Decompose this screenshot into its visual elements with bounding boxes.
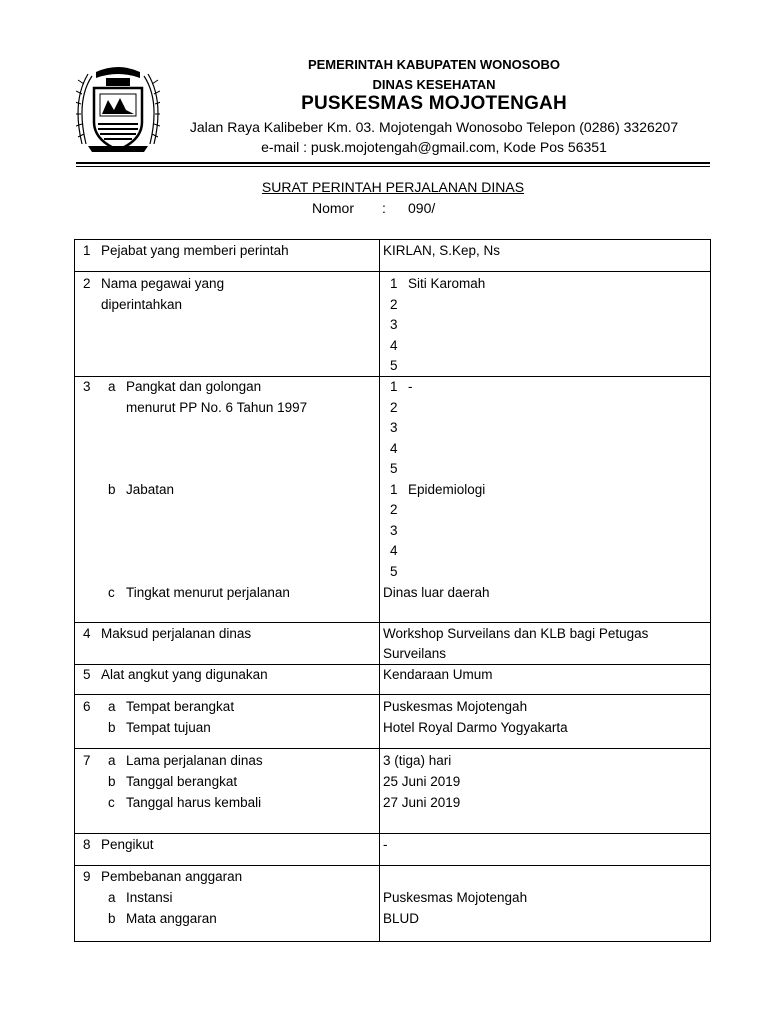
row-letter: b xyxy=(108,482,116,497)
list-item-value: Siti Karomah xyxy=(408,276,486,291)
header-address: Jalan Raya Kalibeber Km. 03. Mojotengah Wonosobo Telepon (0286) 3326207 xyxy=(189,119,679,135)
list-item-number: 5 xyxy=(390,564,398,579)
row-letter: b xyxy=(108,774,116,789)
list-item-number: 1 xyxy=(390,276,398,291)
row-divider xyxy=(74,748,711,749)
row-value: Surveilans xyxy=(383,646,447,661)
row-label: Mata anggaran xyxy=(126,911,217,926)
header-contact: e-mail : pusk.mojotengah@gmail.com, Kode Pos 56351 xyxy=(261,139,607,155)
document-title: SURAT PERINTAH PERJALANAN DINAS xyxy=(261,179,525,195)
row-letter: c xyxy=(108,795,115,810)
row-number: 3 xyxy=(83,379,91,394)
row-number: 2 xyxy=(83,276,91,291)
row-divider xyxy=(74,865,711,866)
list-item-number: 4 xyxy=(390,338,398,353)
list-item-value: - xyxy=(408,379,413,394)
row-value: Kendaraan Umum xyxy=(383,667,493,682)
list-item-value: Epidemiologi xyxy=(408,482,486,497)
row-label: Nama pegawai yang xyxy=(101,276,225,291)
row-label: Tanggal berangkat xyxy=(126,774,238,789)
row-label: Lama perjalanan dinas xyxy=(126,753,263,768)
list-item-number: 4 xyxy=(390,441,398,456)
row-label: Jabatan xyxy=(126,482,175,497)
row-value: 27 Juni 2019 xyxy=(383,795,461,810)
column-divider xyxy=(379,239,380,942)
row-number: 7 xyxy=(83,753,91,768)
header-divider-thin xyxy=(76,166,710,167)
row-letter: b xyxy=(108,911,116,926)
list-item-number: 3 xyxy=(390,420,398,435)
row-label: Pangkat dan golongan xyxy=(126,379,262,394)
row-number: 4 xyxy=(83,626,91,641)
document-number xyxy=(312,200,436,216)
row-value: - xyxy=(383,837,388,852)
row-value: 3 (tiga) hari xyxy=(383,753,452,768)
row-divider xyxy=(74,664,711,665)
row-label: Tingkat menurut perjalanan xyxy=(126,585,290,600)
row-number: 6 xyxy=(83,699,91,714)
row-label: Instansi xyxy=(126,890,173,905)
row-letter: c xyxy=(108,585,115,600)
nomor-separator: : xyxy=(382,200,386,216)
row-letter: a xyxy=(108,753,116,768)
row-value: Puskesmas Mojotengah xyxy=(383,699,528,714)
row-label: Pejabat yang memberi perintah xyxy=(101,243,289,258)
list-item-number: 1 xyxy=(390,482,398,497)
row-value: Workshop Surveilans dan KLB bagi Petugas xyxy=(383,626,649,641)
list-item-number: 2 xyxy=(390,502,398,517)
row-label: Tanggal harus kembali xyxy=(126,795,262,810)
row-value: BLUD xyxy=(383,911,420,926)
row-letter: a xyxy=(108,379,116,394)
list-item-number: 3 xyxy=(390,523,398,538)
row-divider xyxy=(74,622,711,623)
row-value: Dinas luar daerah xyxy=(383,585,490,600)
header-institution: PUSKESMAS MOJOTENGAH xyxy=(301,93,567,114)
row-label: Alat angkut yang digunakan xyxy=(101,667,268,682)
list-item-number: 5 xyxy=(390,461,398,476)
row-divider xyxy=(74,271,711,272)
row-divider xyxy=(74,833,711,834)
row-number: 9 xyxy=(83,869,91,884)
row-letter: a xyxy=(108,699,116,714)
row-label: Tempat berangkat xyxy=(126,699,235,714)
row-label: Pengikut xyxy=(101,837,154,852)
row-value: Hotel Royal Darmo Yogyakarta xyxy=(383,720,568,735)
list-item-number: 1 xyxy=(390,379,398,394)
row-divider xyxy=(74,376,711,377)
list-item-number: 4 xyxy=(390,543,398,558)
list-item-number: 2 xyxy=(390,400,398,415)
row-number: 1 xyxy=(83,243,91,258)
row-letter: a xyxy=(108,890,116,905)
row-number: 5 xyxy=(83,667,91,682)
list-item-number: 5 xyxy=(390,358,398,373)
header-government: PEMERINTAH KABUPATEN WONOSOBO xyxy=(307,57,561,72)
row-value: KIRLAN, S.Kep, Ns xyxy=(383,243,501,258)
row-divider xyxy=(74,694,711,695)
row-number: 8 xyxy=(83,837,91,852)
row-label: diperintahkan xyxy=(101,297,183,312)
list-item-number: 3 xyxy=(390,317,398,332)
row-value: Puskesmas Mojotengah xyxy=(383,890,528,905)
wonosobo-crest-icon xyxy=(76,64,160,154)
row-label: Tempat tujuan xyxy=(126,720,211,735)
list-item-number: 2 xyxy=(390,297,398,312)
nomor-value: 090/ xyxy=(408,200,436,216)
row-label: Pembebanan anggaran xyxy=(101,869,243,884)
nomor-label: Nomor xyxy=(312,200,355,216)
row-label: Maksud perjalanan dinas xyxy=(101,626,252,641)
header-department: DINAS KESEHATAN xyxy=(372,77,496,92)
row-letter: b xyxy=(108,720,116,735)
header-divider-thick xyxy=(76,162,710,164)
row-value: 25 Juni 2019 xyxy=(383,774,461,789)
row-label: menurut PP No. 6 Tahun 1997 xyxy=(126,400,308,415)
